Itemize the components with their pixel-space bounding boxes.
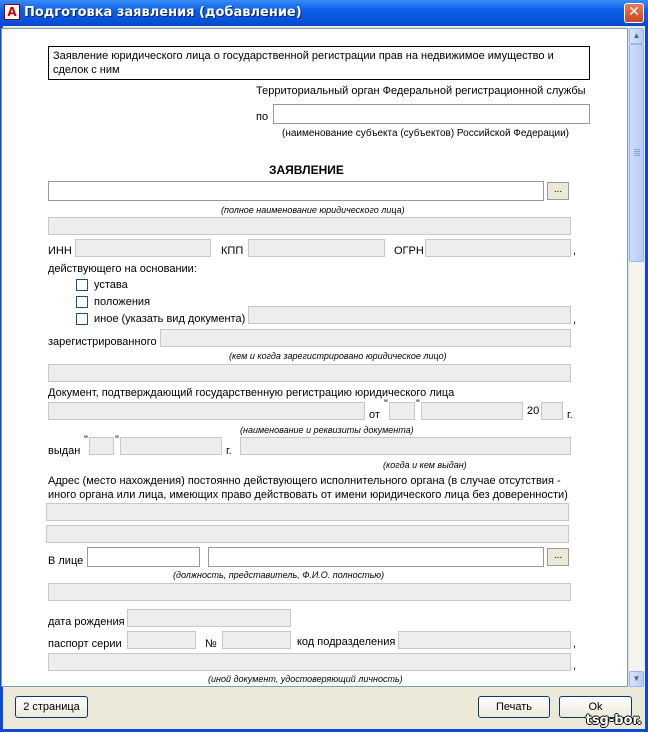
person-hint: (должность, представитель, Ф.И.О. полностью): [173, 570, 385, 580]
print-button[interactable]: Печать: [478, 696, 550, 718]
quote-close: ": [115, 434, 119, 446]
vydan-label: выдан: [48, 445, 81, 457]
representative-select-button[interactable]: ...: [547, 548, 569, 566]
statement-type-box: Заявление юридического лица о государственной регистрации прав на недвижимое имущество и сделок с ним: [48, 46, 590, 80]
page-2-button[interactable]: 2 страница: [15, 696, 88, 718]
year-suffix: г.: [567, 409, 573, 421]
window-title: Подготовка заявления (добавление): [24, 5, 302, 20]
entity-select-button[interactable]: ...: [547, 182, 569, 200]
ok-button[interactable]: Ok: [559, 696, 632, 718]
scroll-up-button[interactable]: ▲: [629, 28, 644, 44]
subject-input[interactable]: [273, 104, 590, 124]
po-label: по: [256, 111, 269, 123]
passport-series-label: паспорт серии: [48, 638, 122, 650]
quote-open: ": [84, 434, 88, 446]
division-code-input[interactable]: [398, 631, 571, 649]
watermark: tsg-bor.: [585, 713, 642, 728]
birth-date-input[interactable]: [127, 609, 291, 627]
address-input-1[interactable]: [46, 503, 569, 521]
kpp-label: КПП: [221, 245, 244, 257]
v-litse-label: В лице: [48, 555, 84, 567]
entity-name-input[interactable]: [48, 181, 544, 201]
thumb-grip: [634, 151, 640, 152]
doc-month-input[interactable]: [421, 402, 523, 420]
ustava-checkbox[interactable]: [76, 279, 88, 291]
entity-hint: (полное наименование юридического лица): [221, 205, 405, 215]
thumb-grip: [634, 155, 640, 156]
registered-input[interactable]: [160, 329, 571, 347]
quote-open: ": [384, 398, 388, 410]
ogrn-input[interactable]: [425, 239, 571, 257]
thumb-grip: [634, 153, 640, 154]
doc-hint: (наименование и реквизиты документа): [240, 425, 414, 435]
entity-name-line2[interactable]: [48, 217, 571, 235]
other-doc-hint: (иной документ, удостоверяющий личность): [208, 674, 403, 684]
comma: ,: [573, 638, 577, 650]
issued-by-input[interactable]: [240, 437, 571, 455]
ogrn-label: ОГРН: [394, 245, 424, 257]
acting-basis-label: действующего на основании:: [48, 263, 197, 275]
ot-label: от: [369, 409, 380, 421]
doc-name-input[interactable]: [48, 402, 365, 420]
doc-day-input[interactable]: [389, 402, 415, 420]
registered-hint: (кем и когда зарегистрировано юридическое лицо): [229, 351, 447, 361]
app-icon: A: [4, 4, 20, 20]
year-prefix: 20: [527, 405, 540, 417]
kpp-input[interactable]: [248, 239, 385, 257]
passport-number-input[interactable]: [222, 631, 291, 649]
statement-heading: ЗАЯВЛЕНИЕ: [269, 163, 344, 177]
subject-hint: (наименование субъекта (субъектов) Российской Федерации): [282, 128, 570, 139]
vertical-scrollbar[interactable]: [628, 28, 644, 687]
issued-hint: (когда и кем выдан): [383, 460, 467, 470]
inoe-checkbox[interactable]: [76, 313, 88, 325]
issued-day-input[interactable]: [89, 437, 114, 455]
representative-input[interactable]: [208, 547, 544, 567]
issued-g-label: г.: [226, 445, 232, 457]
birth-date-label: дата рождения: [48, 616, 125, 628]
division-code-label: код подразделения: [297, 636, 396, 648]
doc-year-input[interactable]: [541, 402, 563, 420]
quote-close: ": [416, 398, 420, 410]
close-button[interactable]: ✕: [624, 3, 644, 23]
issued-month-input[interactable]: [120, 437, 222, 455]
inoe-label: иное (указать вид документа): [94, 313, 246, 325]
number-sign: №: [205, 638, 217, 650]
position-input[interactable]: [87, 547, 200, 567]
other-doc-type-input[interactable]: [248, 306, 571, 324]
ustava-label: устава: [94, 279, 128, 291]
scroll-down-button[interactable]: ▼: [629, 671, 644, 687]
title-bar[interactable]: [0, 0, 648, 26]
thumb-grip: [634, 149, 640, 150]
registered-label: зарегистрированного: [48, 336, 157, 348]
passport-series-input[interactable]: [127, 631, 196, 649]
comma: ,: [573, 660, 577, 672]
inn-input[interactable]: [75, 239, 211, 257]
other-id-doc-input[interactable]: [48, 653, 571, 671]
comma: ,: [573, 245, 577, 257]
scroll-thumb[interactable]: [629, 44, 644, 262]
registered-input-line2[interactable]: [48, 364, 571, 382]
doc-label: Документ, подтверждающий государственную регистрацию юридического лица: [48, 387, 455, 399]
territorial-label: Территориальный орган Федеральной регистрационной службы: [256, 85, 586, 97]
address-input-2[interactable]: [46, 525, 569, 543]
person-input-line2[interactable]: [48, 583, 571, 601]
polozheniya-checkbox[interactable]: [76, 296, 88, 308]
form-area: [1, 28, 628, 687]
polozheniya-label: положения: [94, 296, 151, 308]
address-label: Адрес (место нахождения) постоянно действующего исполнительного органа (в случае отсутствия - иного органа или лица, имеющих право действовать от имени юридического лица без доверенности): [48, 475, 568, 501]
inn-label: ИНН: [48, 245, 72, 257]
comma: ,: [573, 314, 577, 326]
